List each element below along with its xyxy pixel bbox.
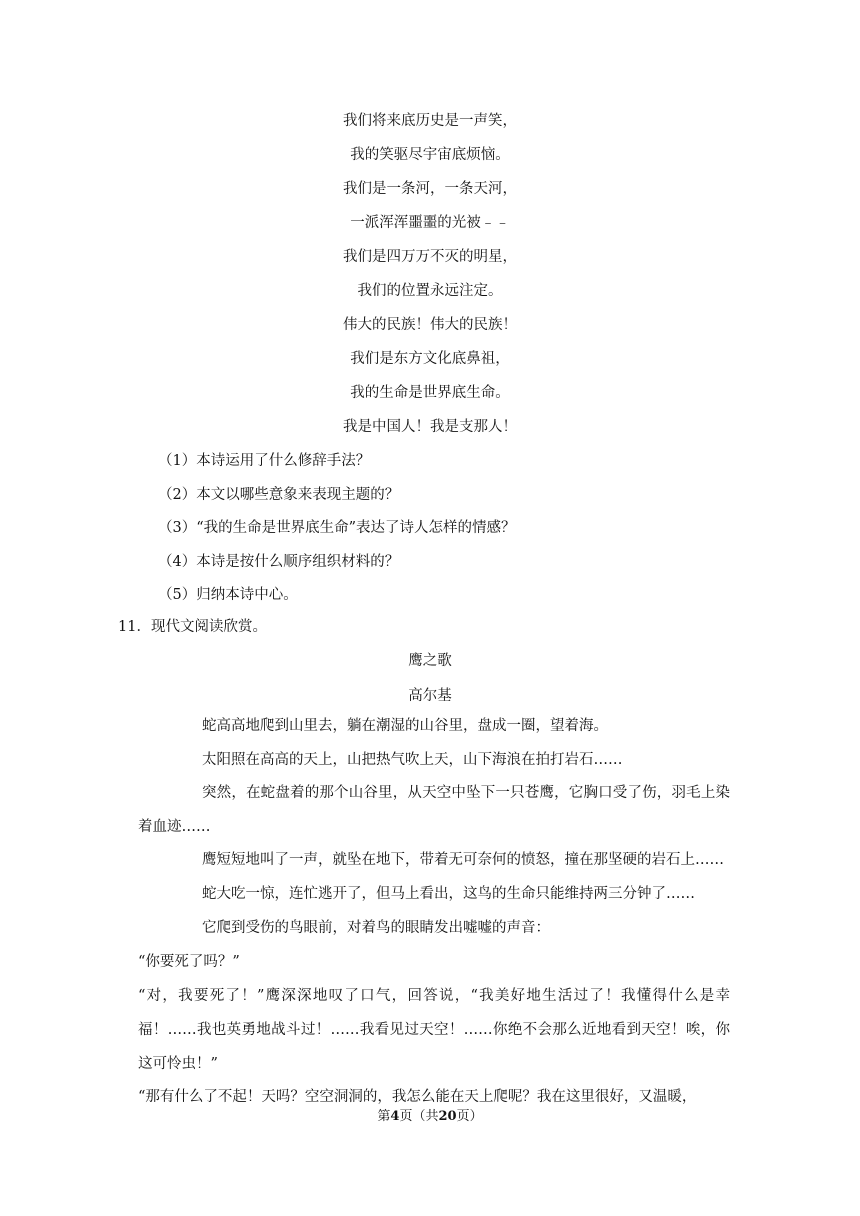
poem-line: 我们将来底历史是一声笑，: [343, 113, 517, 129]
footer-prefix: 第: [377, 1109, 391, 1124]
poem-line: 我们是四万万不灭的明星，: [343, 249, 517, 265]
poem-block: [0, 108, 860, 448]
poem-line: 一派浑浑噩噩的光被﹣﹣: [350, 215, 510, 231]
paragraph: 太阳照在高高的天上，山把热气吹上天，山下海浪在拍打岩石……: [202, 752, 623, 768]
poem-line: 我的生命是世界底生命。: [350, 385, 510, 401]
poem-line: 我们是一条河，一条天河，: [343, 181, 517, 197]
question-5: （5）归纳本诗中心。: [158, 587, 298, 603]
footer-suffix: 页）: [456, 1109, 483, 1124]
paragraph: 鹰短短地叫了一声，就坠在地下，带着无可奈何的愤怒，撞在那坚硬的岩石上……: [202, 852, 724, 868]
footer-middle: 页（共: [399, 1109, 439, 1124]
poem-line: 我是中国人！我是支那人！: [343, 419, 517, 435]
poem-line: 我们是东方文化底鼻祖，: [350, 351, 510, 367]
paragraph: 突然，在蛇盘着的那个山谷里，从天空中坠下一只苍鹰，它胸口受了伤，羽毛上染着血迹……: [138, 785, 730, 835]
paragraph: 它爬到受伤的鸟眼前，对着鸟的眼睛发出嘘嘘的声音：: [202, 920, 550, 936]
question-3: （3）“我的生命是世界底生命”表达了诗人怎样的情感？: [158, 520, 516, 536]
total-pages: 20: [438, 1109, 457, 1124]
paragraph: 蛇大吃一惊，连忙逃开了，但马上看出，这鸟的生命只能维持两三分钟了……: [202, 886, 695, 902]
paragraph: “对，我要死了！”鹰深深地叹了口气，回答说，“我美好地生活过了！我懂得什么是幸福！……我也英勇地战斗过！……我看见过天空！……你绝不会那么近地看到天空！唉，你这可怜虫！”: [138, 988, 730, 1072]
page-footer: [0, 1108, 860, 1126]
article-author: 高尔基: [408, 688, 452, 704]
article-title: 鹰之歌: [408, 653, 452, 669]
question-4: （4）本诗是按什么顺序组织材料的？: [158, 554, 400, 570]
poem-line: 伟大的民族！伟大的民族！: [343, 317, 517, 333]
page-number: 4: [390, 1109, 400, 1124]
section-heading: 11．现代文阅读欣赏。: [118, 619, 267, 635]
paragraph: “你要死了吗？”: [138, 954, 240, 970]
question-1: （1）本诗运用了什么修辞手法？: [158, 453, 371, 469]
question-2: （2）本文以哪些意象来表现主题的？: [158, 487, 400, 503]
poem-line: 我的笑驱尽宇宙底烦恼。: [350, 147, 510, 163]
poem-line: 我们的位置永远注定。: [357, 283, 503, 299]
paragraph: 蛇高高地爬到山里去，躺在潮湿的山谷里，盘成一圈，望着海。: [202, 718, 608, 734]
paragraph: “那有什么了不起！天吗？空空洞洞的，我怎么能在天上爬呢？我在这里很好，又温暖，: [138, 1089, 697, 1105]
